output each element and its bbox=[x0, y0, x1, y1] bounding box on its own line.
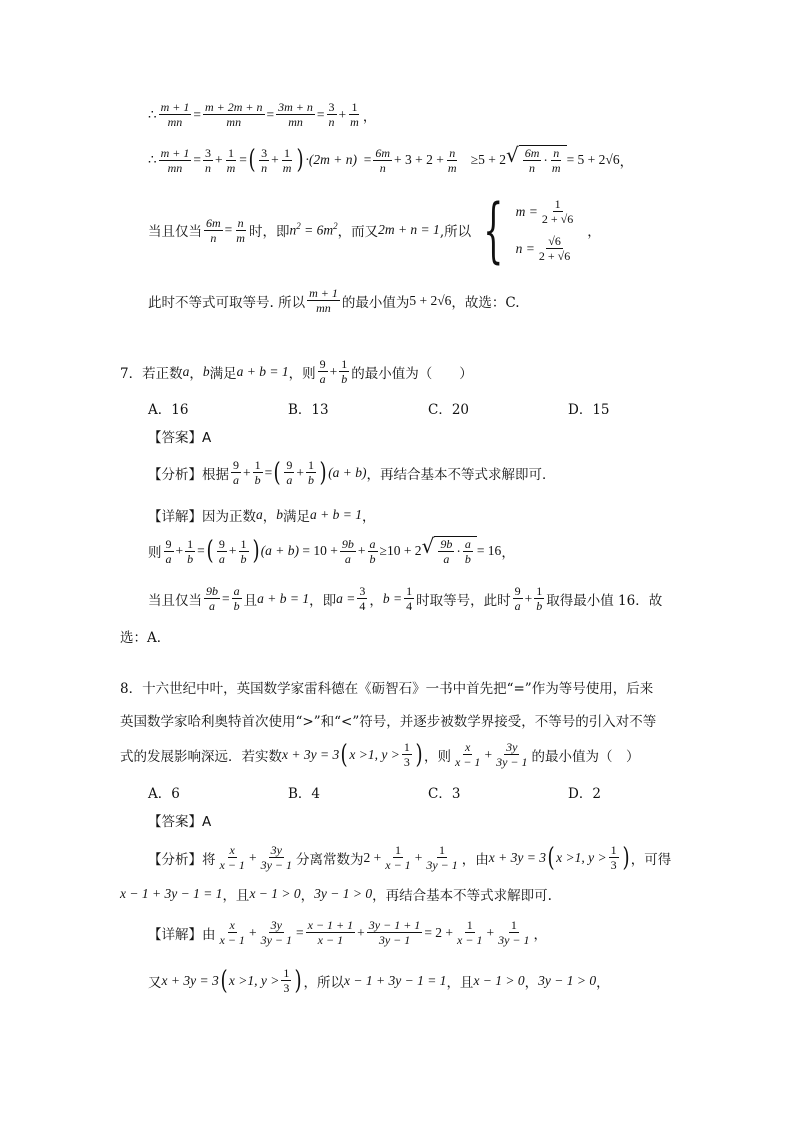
fraction: $\frac{1}{m}$ bbox=[350, 100, 359, 129]
option-b[interactable]: B．4 bbox=[288, 786, 321, 802]
option-c[interactable]: C．3 bbox=[428, 786, 461, 802]
q8-line-1: 8．十六世纪中叶，英国数学家雷科德在《砺智石》一书中首先把“=”作为等号使用，后来 bbox=[120, 681, 654, 697]
q7-options bbox=[148, 398, 708, 418]
q8-options bbox=[148, 782, 708, 802]
fraction: $\frac{m + 2m + n}{mn}$ bbox=[204, 100, 263, 129]
q7-answer: 【答案】A bbox=[148, 430, 212, 446]
option-b[interactable]: B．13 bbox=[288, 402, 329, 418]
fraction: $\frac{3}{n}$ bbox=[328, 100, 335, 129]
q8-line-3: 式的发展影响深远．若实数 x + 3y = 3 ( x >1, y > $\frac{1}{3}$ ) ，则 $\frac{x}{x - 1}$ + $\frac{3y}{3y - 1}$ 的最小值为（ ） bbox=[120, 739, 640, 770]
q7-detail-3: 当且仅当 $\frac{9b}{a}$ = $\frac{a}{b}$ 且 a + b = 1 ，即 a = $\frac{3}{4}$ ， b = $\frac{1}{4}$ 时取等号，此时 $\frac{9}{a}$ + $\frac{1}{b}$ 取得最小值 16．故 bbox=[148, 584, 663, 613]
fraction: $\frac{m + 1}{mn}$ bbox=[160, 100, 190, 129]
fraction: $\frac{3m + n}{mn}$ bbox=[278, 100, 313, 129]
intro-line-2: ∴ $\frac{m + 1}{mn}$ = $\frac{3}{n}$ + $\frac{1}{m}$ = ( $\frac{3}{n}$ + $\frac{1}{m}$ ) ·(2m + n) = $\frac{6m}{n}$ + 3 + 2 + $\frac{n}{m}$ ≥5 + 2 √ $\frac{6m}{n}$ · $\frac{n}{m}$ = 5 + 2√6 ， bbox=[148, 143, 634, 175]
intro-line-1: ∴ $\frac{m + 1}{mn}$ = $\frac{m + 2m + n}{mn}$ = $\frac{3m + n}{mn}$ = $\frac{3}{n}$ + $\frac{1}{m}$ ， bbox=[148, 100, 377, 129]
q8-analysis-1: 【分析】将 $\frac{x}{x - 1}$ + $\frac{3y}{3y - 1}$ 分离常数为 2 + $\frac{1}{x - 1}$ + $\frac{1}{3y - 1}$ ，由 x + 3y = 3 ( x >1, y > $\frac{1}{3}$ ) ，可得 bbox=[148, 842, 672, 873]
option-d[interactable]: D．2 bbox=[568, 786, 601, 802]
q7-analysis: 【分析】根据 $\frac{9}{a}$ + $\frac{1}{b}$ = ( $\frac{9}{a}$ + $\frac{1}{b}$ ) (a + b) ，再结合基本不等式求解即可． bbox=[148, 457, 556, 488]
q7-detail-1: 【详解】因为正数 a ， b 满足 a + b = 1 ， bbox=[148, 507, 376, 525]
option-a[interactable]: A．16 bbox=[148, 402, 189, 418]
option-c[interactable]: C．20 bbox=[428, 402, 470, 418]
therefore-symbol: ∴ bbox=[148, 152, 157, 168]
q8-detail-2: 又 x + 3y = 3 ( x >1, y > $\frac{1}{3}$ ) ，所以 x − 1 + 3y − 1 = 1 ，且 x − 1 > 0 ， 3y − 1 > 0 ， bbox=[148, 965, 610, 996]
intro-line-3: 当且仅当 $\frac{6m}{n}$ = $\frac{n}{m}$ 时，即 $n^2 = 6m^2$ ，而又 2m + n = 1 ,所以 { m = $\frac{1}{2 + √6}$ n = $\frac{√6}{2 + √6}$ ， bbox=[148, 189, 601, 271]
q8-line-2: 英国数学家哈利奥特首次使用“>”和“<”符号，并逐步被数学界接受，不等号的引入对不等 bbox=[120, 714, 657, 730]
option-a[interactable]: A．6 bbox=[148, 786, 180, 802]
q8-analysis-2: x − 1 + 3y − 1 = 1 ，且 x − 1 > 0 ， 3y − 1 > 0 ，再结合基本不等式求解即可. bbox=[120, 886, 552, 904]
q7-detail-2: 则 $\frac{9}{a}$ + $\frac{1}{b}$ = ( $\frac{9}{a}$ + $\frac{1}{b}$ ) (a + b) = 10 + $\frac{9b}{a}$ + $\frac{a}{b}$ ≥10 + 2 √ $\frac{9b}{a}$ · $\frac{a}{b}$ = 16 ， bbox=[148, 534, 515, 566]
q8-answer: 【答案】A bbox=[148, 814, 212, 830]
q7-stem: 7．若正数 a ， b 满足 a + b = 1 ，则 $\frac{9}{a}$ + $\frac{1}{b}$ 的最小值为（ ） bbox=[120, 357, 473, 386]
q7-detail-4: 选：A． bbox=[120, 630, 171, 646]
q8-detail-1: 【详解】由 $\frac{x}{x - 1}$ + $\frac{3y}{3y - 1}$ = $\frac{x - 1 + 1}{x - 1}$ + $\frac{3y - 1 + 1}{3y - 1}$ = 2 + $\frac{1}{x - 1}$ + $\frac{1}{3y - 1}$ ， bbox=[148, 918, 548, 947]
intro-line-4: 此时不等式可取等号. 所以 $\frac{m + 1}{mn}$ 的最小值为 5 + 2√6 ，故选：C. bbox=[148, 286, 520, 315]
therefore-symbol: ∴ bbox=[148, 106, 157, 123]
option-d[interactable]: D．15 bbox=[568, 402, 610, 418]
